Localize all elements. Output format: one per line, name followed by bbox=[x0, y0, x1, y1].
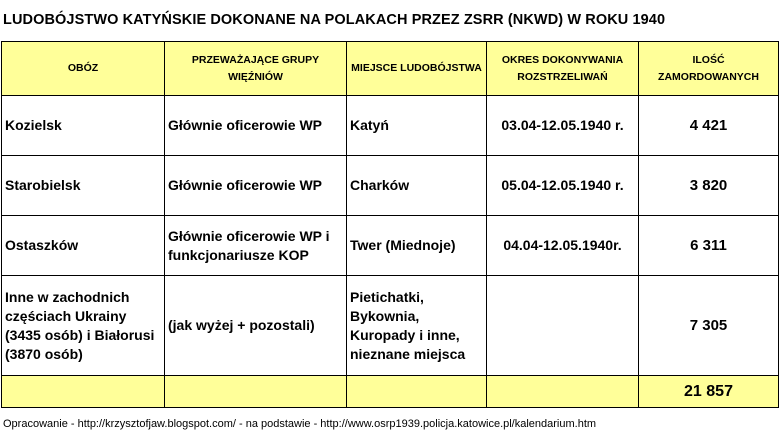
cell-count: 4 421 bbox=[639, 96, 779, 156]
cell-prisoners: Głównie oficerowie WP i funkcjonariusze KOP bbox=[165, 216, 347, 276]
cell-count: 7 305 bbox=[639, 276, 779, 376]
cell-count: 3 820 bbox=[639, 156, 779, 216]
total-count: 21 857 bbox=[639, 376, 779, 408]
table-row bbox=[2, 96, 779, 156]
cell-camp: Kozielsk bbox=[2, 96, 165, 156]
total-empty-cell bbox=[487, 376, 639, 408]
cell-count: 6 311 bbox=[639, 216, 779, 276]
cell-camp: Ostaszków bbox=[2, 216, 165, 276]
table-total-row bbox=[2, 376, 779, 408]
cell-period: 04.04-12.05.1940r. bbox=[487, 216, 639, 276]
cell-camp: Starobielsk bbox=[2, 156, 165, 216]
total-empty-cell bbox=[165, 376, 347, 408]
cell-period: 03.04-12.05.1940 r. bbox=[487, 96, 639, 156]
header-period: OKRES DOKONYWANIA ROZSTRZELIWAŃ bbox=[487, 42, 639, 96]
total-empty-cell bbox=[2, 376, 165, 408]
katyn-table bbox=[1, 41, 779, 408]
cell-prisoners: Głównie oficerowie WP bbox=[165, 156, 347, 216]
source-note: Opracowanie - http://krzysztofjaw.blogspot.com/ - na podstawie - http://www.osrp1939.policja.katowice.pl/kalendarium.htm bbox=[3, 418, 597, 430]
page-title: LUDOBÓJSTWO KATYŃSKIE DOKONANE NA POLAKACH PRZEZ ZSRR (NKWD) W ROKU 1940 bbox=[3, 12, 666, 28]
header-place: MIEJSCE LUDOBÓJSTWA bbox=[347, 42, 487, 96]
cell-place: Charków bbox=[347, 156, 487, 216]
cell-period bbox=[487, 276, 639, 376]
header-camp: OBÓZ bbox=[2, 42, 165, 96]
cell-camp: Inne w zachodnich częściach Ukrainy (3435 osób) i Białorusi (3870 osób) bbox=[2, 276, 165, 376]
cell-place: Katyń bbox=[347, 96, 487, 156]
table-header-row bbox=[2, 42, 779, 96]
cell-period: 05.04-12.05.1940 r. bbox=[487, 156, 639, 216]
cell-place: Pietichatki, Bykownia, Kuropady i inne, nieznane miejsca bbox=[347, 276, 487, 376]
header-prisoners: PRZEWAŻAJĄCE GRUPY WIĘŹNIÓW bbox=[165, 42, 347, 96]
cell-prisoners: Głównie oficerowie WP bbox=[165, 96, 347, 156]
table-row bbox=[2, 276, 779, 376]
table-row bbox=[2, 156, 779, 216]
cell-place: Twer (Miednoje) bbox=[347, 216, 487, 276]
total-empty-cell bbox=[347, 376, 487, 408]
table-row bbox=[2, 216, 779, 276]
cell-prisoners: (jak wyżej + pozostali) bbox=[165, 276, 347, 376]
header-count: ILOŚĆ ZAMORDOWANYCH bbox=[639, 42, 779, 96]
